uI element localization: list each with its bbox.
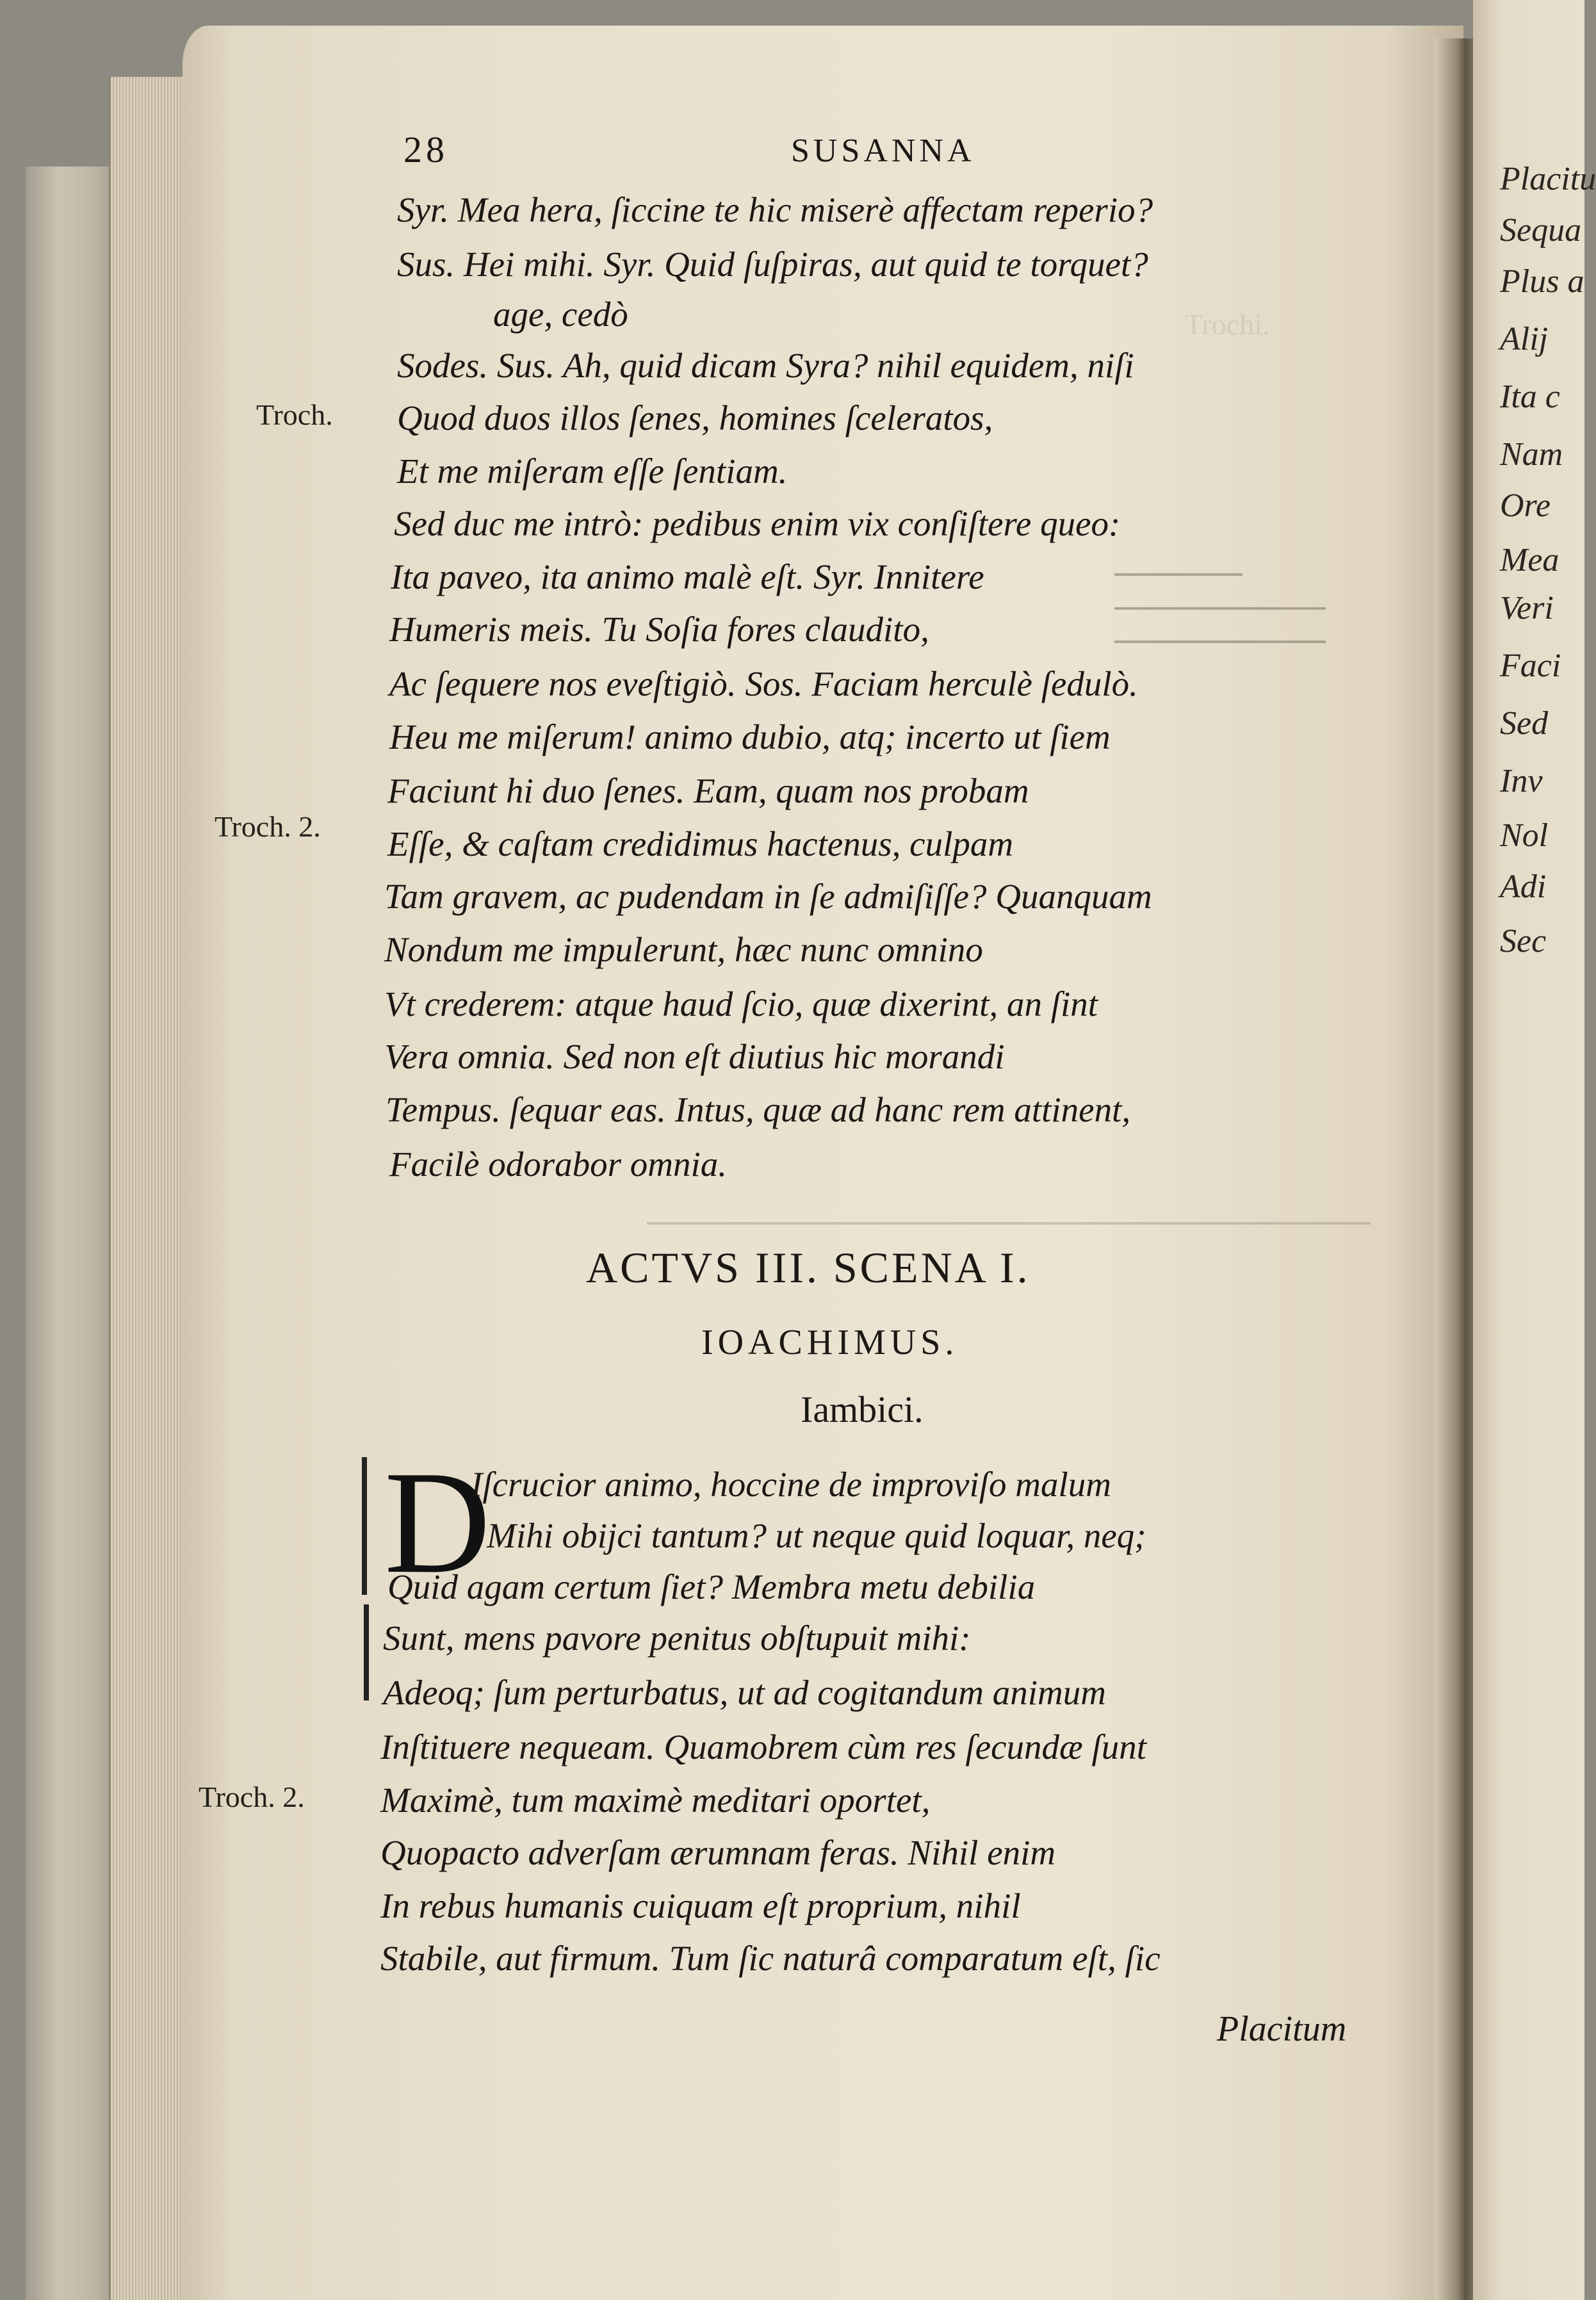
verse-line: Vt crederem: atque haud ſcio, quæ dixerint, an ſint — [384, 984, 1098, 1024]
divider-rule — [1114, 640, 1326, 643]
facing-page-fragment: Plus a — [1500, 263, 1584, 300]
verse-line: Heu me miſerum! animo dubio, atq; incerto ut ſiem — [389, 717, 1111, 756]
margin-note-troch-2b: Troch. 2. — [199, 1781, 305, 1813]
facing-page-fragment: Nam — [1500, 436, 1563, 473]
facing-page-fragment: Sed — [1500, 705, 1549, 742]
verse-line: Sed duc me intrò: pedibus enim vix conſiſtere queo: — [394, 504, 1121, 543]
verse-line: Adeoq; ſum perturbatus, ut ad cogitandum animum — [383, 1673, 1106, 1712]
verse-bracket — [362, 1457, 367, 1595]
divider-rule — [647, 1222, 1371, 1225]
scene-heading: ACTVS III. SCENA I. — [586, 1243, 1030, 1292]
verse-line: Facilè odorabor omnia. — [389, 1145, 728, 1184]
verse-line: Sodes. Sus. Ah, quid dicam Syra? nihil equidem, niſi — [397, 346, 1134, 385]
verse-line: age, cedò — [493, 295, 628, 334]
meter-label: Iambici. — [801, 1389, 924, 1430]
margin-note-troch-2: Troch. 2. — [215, 810, 321, 843]
verse-line: Tam gravem, ac pudendam in ſe admiſiſſe? Quanquam — [384, 877, 1152, 916]
verse-line: Vera omnia. Sed non eſt diutius hic morandi — [384, 1037, 1005, 1076]
verse-line: Stabile, aut firmum. Tum ſic naturâ comparatum eſt, ſic — [380, 1939, 1160, 1978]
verse-line: Et me miſeram eſſe ſentiam. — [397, 452, 788, 491]
facing-page-fragment: Faci — [1500, 648, 1561, 684]
verse-bracket — [364, 1604, 369, 1701]
catchword: Placitum — [1217, 2009, 1347, 2049]
verse-line: Quod duos illos ſenes, homines ſceleratos, — [397, 398, 993, 437]
facing-page-fragment: Ore — [1500, 487, 1551, 524]
facing-page-fragment: Mea — [1500, 542, 1559, 578]
facing-page-fragment: Alij — [1500, 321, 1549, 357]
verse-line: Iſcrucior animo, hoccine de improviſo malum — [471, 1465, 1111, 1504]
divider-rule — [1114, 607, 1326, 610]
verse-line: Maximè, tum maximè meditari oportet, — [380, 1781, 931, 1820]
facing-page-fragment: Placitu — [1500, 161, 1596, 197]
facing-page-fragment: Ita c — [1500, 379, 1560, 415]
page-number: 28 — [403, 129, 448, 170]
verse-line: Tempus. ſequar eas. Intus, quæ ad hanc rem attinent, — [386, 1090, 1131, 1129]
show-through: Trochi. — [1185, 308, 1270, 341]
facing-page — [1473, 0, 1596, 2300]
page-edges — [109, 77, 194, 2300]
verse-line: Ac ſequere nos eveſtigiò. Sos. Faciam herculè ſedulò. — [389, 664, 1138, 703]
verse-line: Quopacto adverſam ærumnam feras. Nihil enim — [380, 1833, 1056, 1872]
facing-page-fragment: Nol — [1500, 817, 1549, 854]
verse-line: In rebus humanis cuiquam eſt proprium, nihil — [380, 1886, 1021, 1925]
verse-line: Ita paveo, ita animo malè eſt. Syr. Innitere — [391, 557, 984, 596]
verse-line: Nondum me impulerunt, hæc nunc omnino — [384, 930, 983, 969]
verse-line: Humeris meis. Tu Soſia fores claudito, — [389, 610, 929, 649]
verse-line: Sunt, mens pavore penitus obſtupuit mihi: — [383, 1619, 971, 1658]
verse-line: Quid agam certum ſiet? Membra metu debilia — [387, 1567, 1036, 1606]
verse-line: Sus. Hei mihi. Syr. Quid ſuſpiras, aut quid te torquet? — [397, 245, 1148, 284]
margin-note-troch: Troch. — [256, 398, 333, 431]
divider-rule — [1114, 573, 1242, 576]
verse-line: Inſtituere nequeam. Quamobrem cùm res ſecundæ ſunt — [380, 1727, 1147, 1766]
facing-page-fragment: Sec — [1500, 923, 1547, 959]
facing-page-fragment: Sequa — [1500, 212, 1582, 249]
running-title: SUSANNA — [791, 133, 975, 169]
facing-page-fragment: Veri — [1500, 590, 1554, 626]
facing-page-fragment: Inv — [1500, 763, 1543, 799]
verse-line: Faciunt hi duo ſenes. Eam, quam nos probam — [387, 771, 1029, 810]
verse-line: Syr. Mea hera, ſiccine te hic miserè affectam reperio? — [397, 190, 1153, 229]
facing-page-fragment: Adi — [1500, 869, 1547, 905]
drop-cap: D — [384, 1440, 491, 1604]
verse-line: Eſſe, & caſtam credidimus hactenus, culpam — [387, 824, 1014, 863]
verse-line: Mihi obijci tantum? ut neque quid loquar, neq; — [487, 1516, 1146, 1555]
persona-name: IOACHIMUS. — [701, 1323, 959, 1362]
